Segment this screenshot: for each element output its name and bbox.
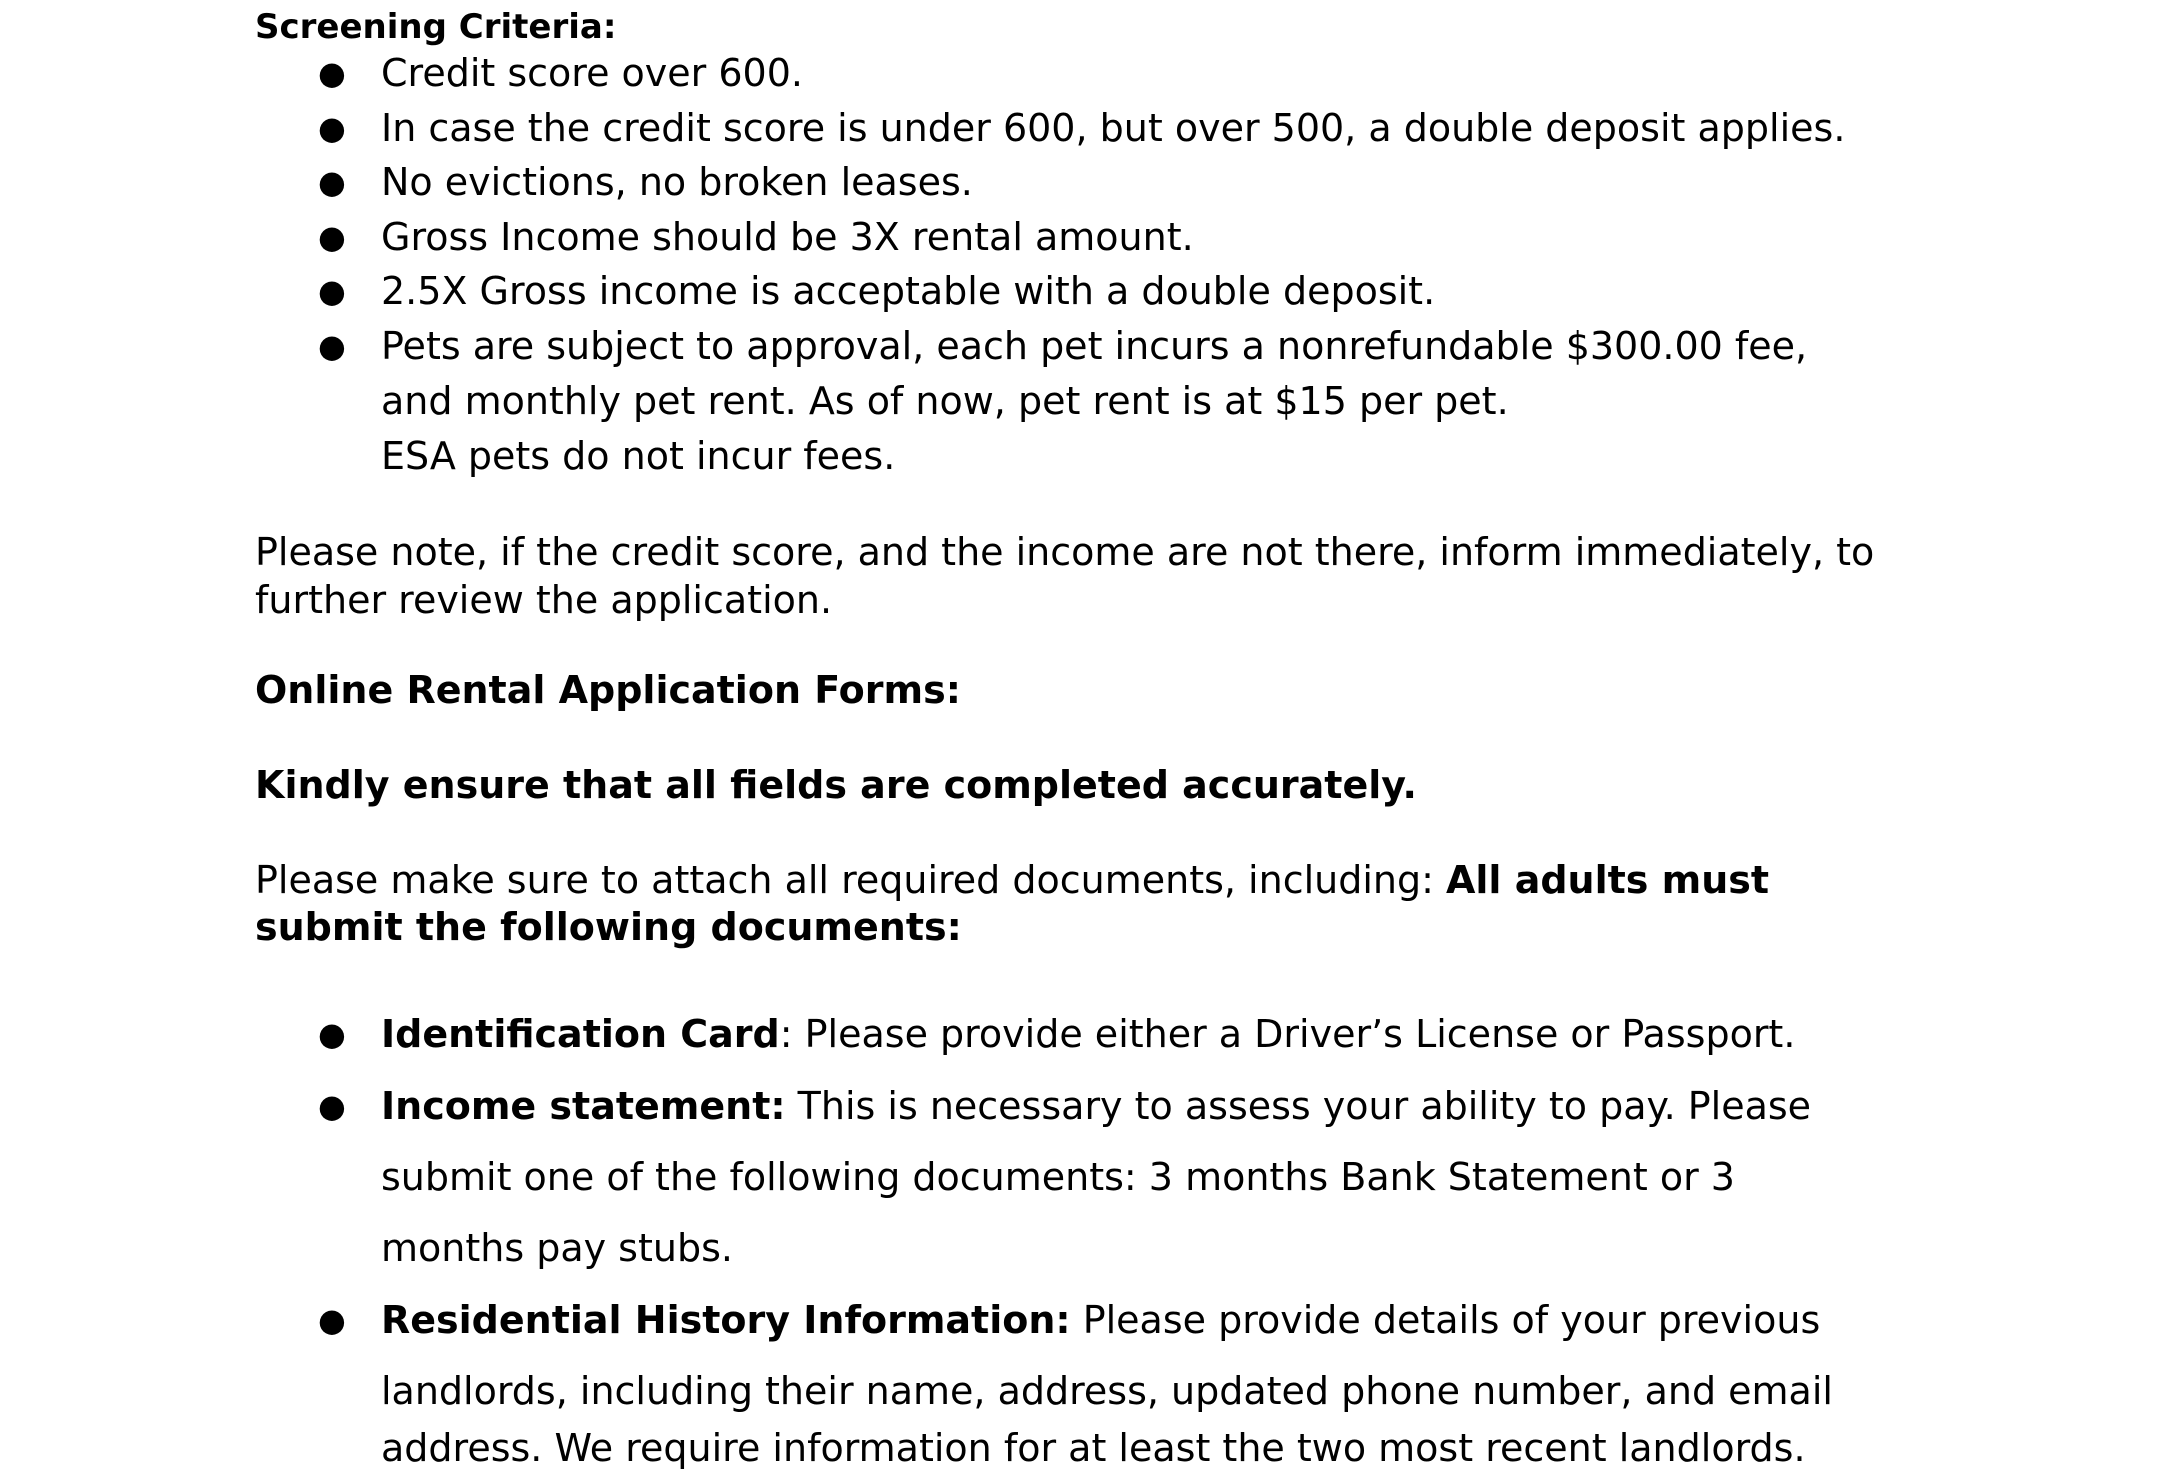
document-residential-line-2: landlords, including their name, address, updated phone number, and email xyxy=(381,1369,1833,1413)
list-item xyxy=(0,155,2160,209)
document-description: : Please provide either a Driver’s License or Passport. xyxy=(779,1012,1796,1056)
attach-documents-bold: All adults must xyxy=(1446,858,1770,902)
list-item xyxy=(0,1070,2160,1142)
attach-documents-plain: Please make sure to attach all required documents, including: xyxy=(255,858,1446,902)
application-forms-heading: Online Rental Application Forms: xyxy=(255,668,961,712)
screening-item-gross-income: Gross Income should be 3X rental amount. xyxy=(381,215,1194,259)
bullet-icon: ● xyxy=(318,272,346,310)
document-label: Identification Card xyxy=(381,1012,780,1056)
document-residential-line-3: address. We require information for at least the two most recent landlords. xyxy=(381,1426,1806,1470)
note-line-2: further review the application. xyxy=(255,578,833,622)
list-item-continuation xyxy=(0,1141,2160,1213)
document-description: This is necessary to assess your ability to pay. Please xyxy=(785,1084,1812,1128)
screening-item-pets-line-2: and monthly pet rent. As of now, pet rent is at $15 per pet. xyxy=(381,379,1509,423)
screening-item-credit-score: Credit score over 600. xyxy=(381,51,803,95)
accuracy-instruction: Kindly ensure that all fields are completed accurately. xyxy=(255,763,1417,807)
document-income-line-2: submit one of the following documents: 3 months Bank Statement or 3 xyxy=(381,1155,1735,1199)
list-item-continuation xyxy=(0,1212,2160,1284)
attach-documents-line-2: submit the following documents: xyxy=(255,905,962,949)
list-item-continuation xyxy=(0,374,2160,428)
document-description: Please provide details of your previous xyxy=(1070,1298,1821,1342)
list-item xyxy=(0,998,2160,1070)
bullet-icon: ● xyxy=(318,1087,346,1125)
list-item xyxy=(0,264,2160,318)
document-item-residential-history xyxy=(381,1284,1820,1356)
bullet-icon: ● xyxy=(318,218,346,256)
screening-item-double-deposit: In case the credit score is under 600, but over 500, a double deposit applies. xyxy=(381,106,1846,150)
attach-documents-line-1 xyxy=(255,856,1769,904)
list-item-continuation-clipped xyxy=(0,1412,2160,1470)
bullet-icon: ● xyxy=(318,1015,346,1053)
bullet-icon: ● xyxy=(318,1301,346,1339)
list-item-continuation xyxy=(0,429,2160,483)
list-item xyxy=(0,101,2160,155)
screening-item-evictions: No evictions, no broken leases. xyxy=(381,160,973,204)
document-label: Residential History Information: xyxy=(381,1298,1071,1342)
bullet-icon: ● xyxy=(318,109,346,147)
list-item xyxy=(0,319,2160,373)
bullet-icon: ● xyxy=(318,163,346,201)
list-item xyxy=(0,210,2160,264)
list-item xyxy=(0,1284,2160,1356)
document-item-income-statement xyxy=(381,1070,1811,1142)
document-label: Income statement: xyxy=(381,1084,786,1128)
bullet-icon: ● xyxy=(318,327,346,365)
bullet-icon: ● xyxy=(318,54,346,92)
document-income-line-3: months pay stubs. xyxy=(381,1226,733,1270)
list-item xyxy=(0,46,2160,100)
note-line-1: Please note, if the credit score, and the income are not there, inform immediately, to xyxy=(255,530,1875,574)
screening-item-pets: Pets are subject to approval, each pet incurs a nonrefundable $300.00 fee, xyxy=(381,324,1808,368)
document-item-id-card xyxy=(381,998,1795,1070)
screening-item-income-ratio: 2.5X Gross income is acceptable with a double deposit. xyxy=(381,269,1436,313)
screening-criteria-heading: Screening Criteria: xyxy=(255,7,617,47)
screening-item-pets-line-3: ESA pets do not incur fees. xyxy=(381,434,896,478)
